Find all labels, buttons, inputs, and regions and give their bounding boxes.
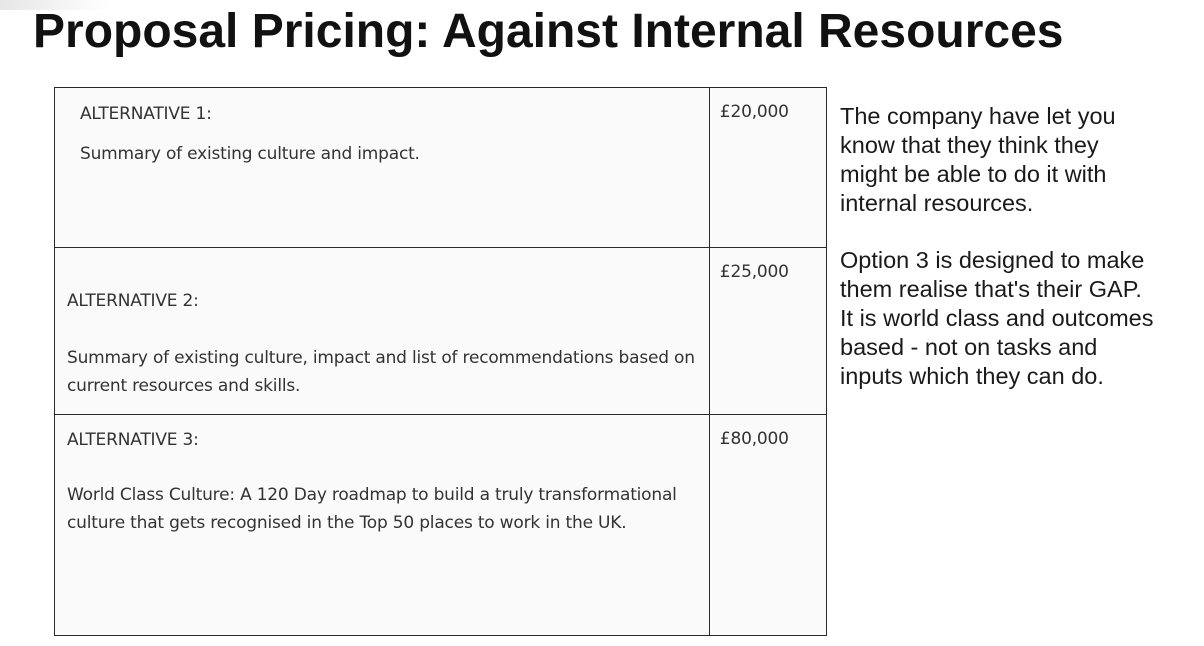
table-row xyxy=(55,88,827,248)
alternative-heading: ALTERNATIVE 2: xyxy=(67,291,199,312)
alternative-price: £25,000 xyxy=(719,262,789,283)
alternative-price: £20,000 xyxy=(719,102,789,122)
price-cell xyxy=(709,248,826,414)
alternative-heading: ALTERNATIVE 1: xyxy=(80,104,212,124)
alternative-heading: ALTERNATIVE 3: xyxy=(67,429,199,450)
slide-title: Proposal Pricing: Against Internal Resources xyxy=(33,5,1064,58)
alternative-price: £80,000 xyxy=(719,428,789,449)
table-row xyxy=(55,248,827,414)
price-cell xyxy=(709,414,826,635)
alternative-description-cell xyxy=(55,248,710,414)
alternative-description-cell xyxy=(55,414,710,635)
speaker-notes xyxy=(840,102,1160,391)
price-cell xyxy=(709,88,826,248)
table-row xyxy=(55,414,827,635)
notes-paragraph: The company have let you know that they think they might be able to do it with internal resources. xyxy=(840,103,1116,216)
alternative-summary: World Class Culture: A 120 Day roadmap to build a truly transformational culture that gets recognised in the Top 50 places to work in the UK. xyxy=(67,484,677,533)
notes-paragraph: Option 3 is designed to make them realise that's their GAP. It is world class and outcomes based - not on tasks and inputs which they can do. xyxy=(840,247,1154,389)
alternative-description-cell xyxy=(55,88,710,248)
alternative-summary: Summary of existing culture, impact and list of recommendations based on current resources and skills. xyxy=(67,348,695,397)
pricing-table xyxy=(54,87,827,636)
alternative-summary: Summary of existing culture and impact. xyxy=(80,144,420,164)
